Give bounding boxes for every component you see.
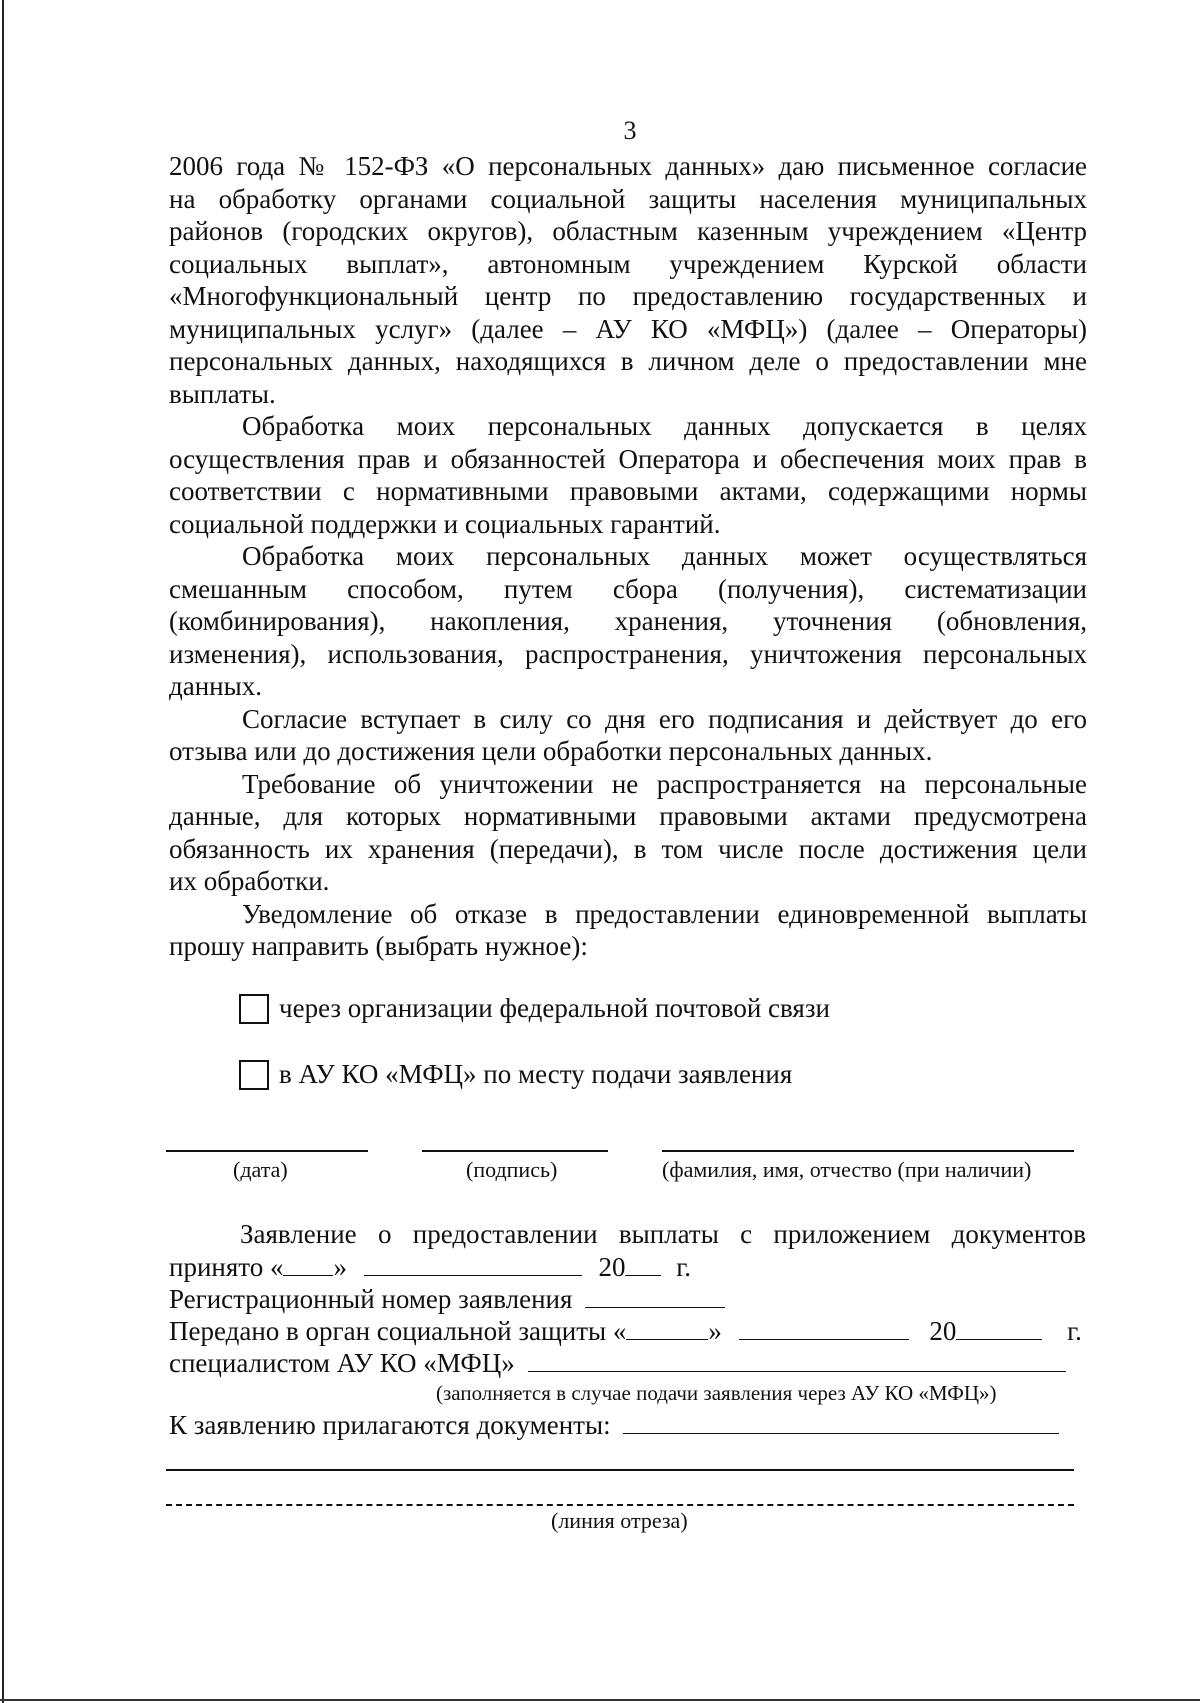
option-postal-label: через организации федеральной почтовой связи	[279, 993, 830, 1023]
month-field[interactable]	[364, 1251, 582, 1276]
text-line: смешанным способом, путем сбора (получения), систематизации	[169, 573, 1087, 604]
text-line: соответствии с нормативными правовыми актами, содержащими нормы	[169, 476, 1087, 506]
full-name-label: (фамилия, имя, отчество (при наличии)	[662, 1157, 1032, 1182]
specialist-label: специалистом АУ КО «МФЦ»	[169, 1348, 515, 1378]
mfc-note: (заполняется в случае подачи заявления через АУ КО «МФЦ»)	[436, 1381, 997, 1405]
text-line: Обработка моих персональных данных допускается в целях	[242, 411, 1087, 441]
acceptance-intro: Заявление о предоставлении выплаты с приложением документов	[240, 1219, 1086, 1249]
transfer-quote-close: »	[708, 1316, 722, 1346]
text-line: (комбинирования), накопления, хранения, уточнения (обновления,	[169, 606, 1087, 636]
reg-number-row	[169, 1283, 725, 1315]
cut-line	[166, 1504, 1074, 1506]
accepted-prefix: принято «	[169, 1252, 284, 1282]
text-line: муниципальных услуг» (далее – АУ КО «МФЦ») (далее – Операторы)	[169, 313, 1087, 344]
text-line: 2006 года № 152-ФЗ «О персональных данных» даю письменное согласие	[169, 151, 1087, 181]
specialist-row	[169, 1347, 1066, 1379]
reg-number-field[interactable]	[585, 1283, 725, 1308]
option-mfc[interactable]	[239, 1059, 792, 1090]
signature-label: (подпись)	[466, 1157, 558, 1182]
quote-close: »	[333, 1252, 347, 1282]
attached-docs-field[interactable]	[623, 1409, 1059, 1434]
text-line: прошу направить (выбрать нужное):	[169, 931, 588, 961]
date-line	[166, 1150, 368, 1152]
text-line: осуществления прав и обязанностей Оператора и обеспечения моих прав в	[169, 443, 1087, 474]
text-line: Обработка моих персональных данных может осуществляться	[242, 541, 1087, 571]
attached-docs-label: К заявлению прилагаются документы:	[169, 1410, 611, 1440]
year-suffix: г.	[676, 1252, 691, 1282]
text-line: отзыва или до достижения цели обработки персональных данных.	[169, 736, 933, 766]
full-name-line	[662, 1150, 1074, 1152]
transfer-year-prefix: 20	[929, 1316, 957, 1346]
attached-docs-row	[169, 1409, 1059, 1441]
accepted-date-row	[169, 1251, 691, 1283]
option-mfc-label: в АУ КО «МФЦ» по месту подачи заявления	[279, 1059, 793, 1089]
transfer-day-field[interactable]	[626, 1315, 708, 1340]
transfer-month-field[interactable]	[739, 1315, 909, 1340]
transferred-label: Передано в орган социальной защиты «	[169, 1316, 627, 1346]
scan-bottom-edge	[0, 1699, 1200, 1701]
checkbox-postal[interactable]	[239, 994, 269, 1024]
transferred-row	[169, 1315, 1082, 1347]
text-line: обязанность их хранения (передачи), в том числе после достижения цели	[169, 833, 1087, 864]
text-line: Уведомление об отказе в предоставлении единовременной выплаты	[242, 898, 1087, 929]
cut-line-label: (линия отреза)	[551, 1508, 688, 1533]
checkbox-mfc[interactable]	[239, 1060, 269, 1090]
scan-left-edge	[2, 0, 4, 1703]
page-number: 3	[623, 116, 637, 145]
consent-text	[169, 150, 1087, 963]
text-line: данные, для которых нормативными правовыми актами предусмотрена	[169, 801, 1087, 831]
text-line: районов (городских округов), областным казенным учреждением «Центр	[169, 216, 1087, 246]
text-line: данных.	[169, 671, 263, 701]
text-line: социальных выплат», автономным учреждением Курской области	[169, 248, 1087, 279]
text-line: их обработки.	[169, 866, 330, 896]
option-postal[interactable]	[239, 993, 830, 1024]
attached-docs-line-2	[166, 1469, 1074, 1471]
text-line: Требование об уничтожении не распространяется на персональные	[242, 768, 1087, 799]
text-line: «Многофункциональный центр по предоставлению государственных и	[169, 281, 1087, 311]
text-line: персональных данных, находящихся в личном деле о предоставлении мне	[169, 346, 1087, 376]
year-field[interactable]	[625, 1251, 661, 1276]
text-line: изменения), использования, распространения, уничтожения персональных	[169, 638, 1087, 669]
date-label: (дата)	[233, 1157, 288, 1182]
text-line: выплаты.	[169, 378, 276, 409]
transfer-year-suffix: г.	[1067, 1316, 1082, 1346]
year-prefix: 20	[598, 1252, 626, 1282]
text-line: социальной поддержки и социальных гарантий.	[169, 508, 721, 539]
transfer-year-field[interactable]	[956, 1315, 1042, 1340]
reg-number-label: Регистрационный номер заявления	[169, 1284, 573, 1314]
text-line: на обработку органами социальной защиты населения муниципальных	[169, 183, 1087, 214]
signature-line	[422, 1150, 608, 1152]
day-field[interactable]	[283, 1251, 333, 1276]
specialist-field[interactable]	[528, 1347, 1066, 1372]
text-line: Согласие вступает в силу со дня его подписания и действует до его	[242, 703, 1087, 734]
